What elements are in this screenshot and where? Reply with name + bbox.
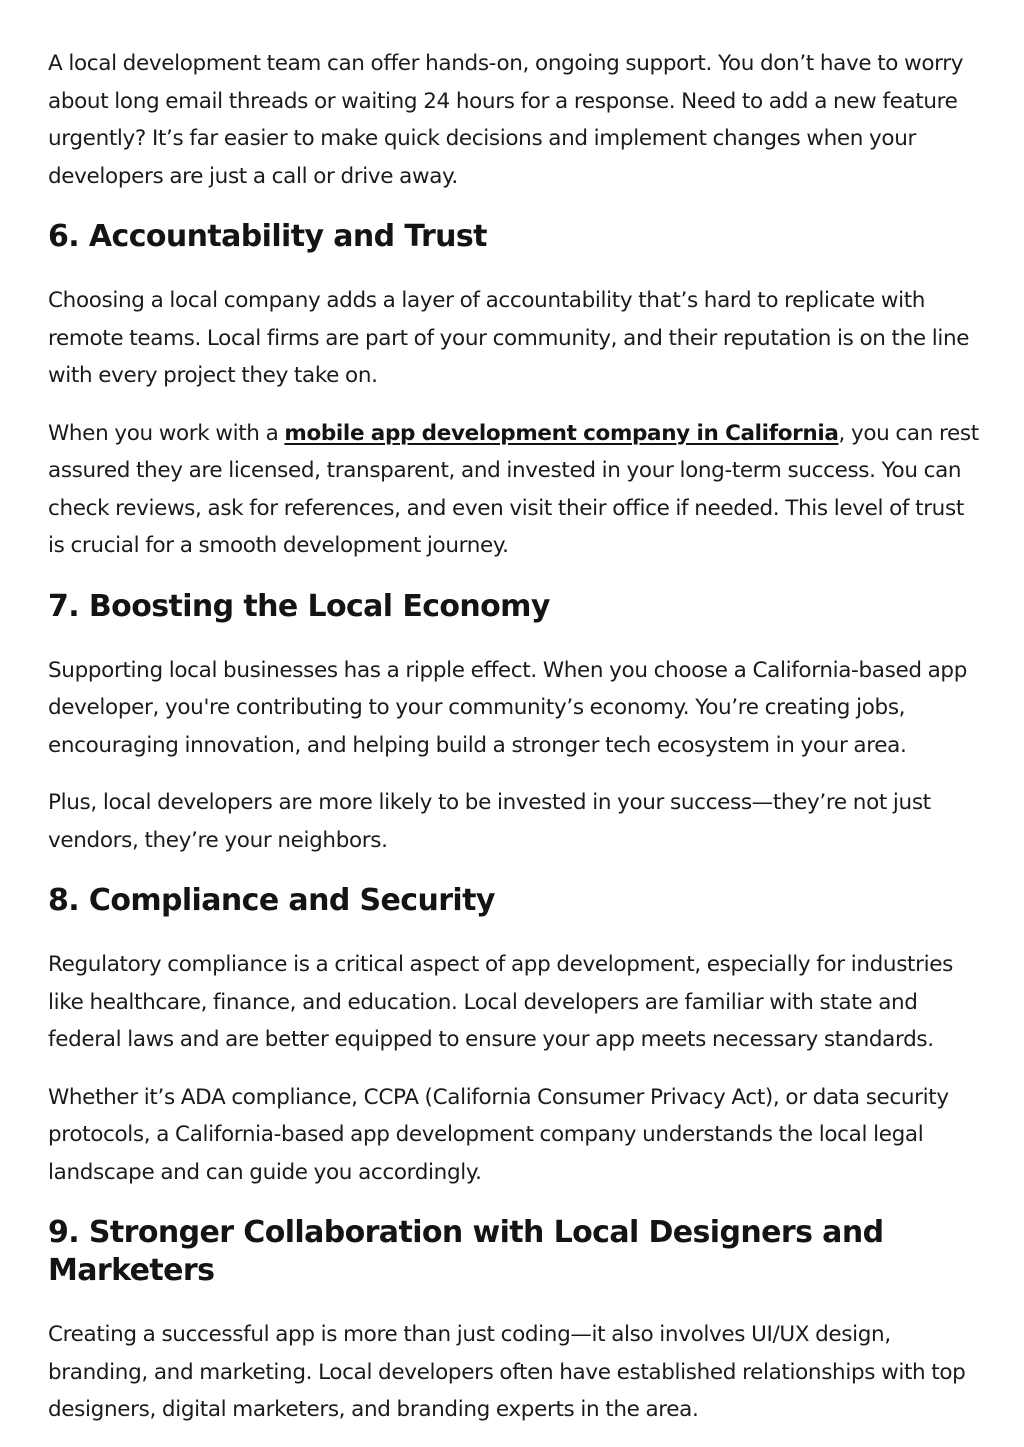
section-heading-local-economy: 7. Boosting the Local Economy [48, 588, 550, 624]
compliance-paragraph-2: Whether it’s ADA compliance, CCPA (California Consumer Privacy Act), or data security protocols, a California-based app development company understands the local legal landscape and can guide you accordingly. [48, 1084, 949, 1185]
intro-paragraph: A local development team can offer hands-on, ongoing support. You don’t have to worry about long email threads or waiting 24 hours for a response. Need to add a new feature urgently? It’s far easier to make quick decisions and implement changes when your developers are just a call or drive away. [48, 51, 964, 189]
section-heading-accountability: 6. Accountability and Trust [48, 219, 487, 254]
link-trailing-text: , you can rest assured they are licensed, transparent, and invested in your long-term success. You can check reviews, ask for references, and even visit their office if needed. This level of trust is crucial for a smooth development journey. [48, 420, 979, 558]
accountability-paragraph-1: Choosing a local company adds a layer of accountability that’s hard to replicate with remote teams. Local firms are part of your community, and their reputation is on the line with every project they take on. [48, 288, 970, 388]
accountability-paragraph-2 [48, 415, 980, 565]
section-heading-compliance: 8. Compliance and Security [48, 883, 495, 918]
economy-paragraph-2: Plus, local developers are more likely to be invested in your success—they’re not just vendors, they’re your neighbors. [48, 790, 931, 853]
collaboration-paragraph-1: Creating a successful app is more than just coding—it also involves UI/UX design, branding, and marketing. Local developers often have established relationships with top designers, digital marketers, and branding experts in the area. [48, 1322, 966, 1422]
mobile-app-company-link[interactable]: mobile app development company in California [284, 420, 839, 446]
economy-paragraph-1: Supporting local businesses has a ripple effect. When you choose a California-based app developer, you're contributing to your community’s economy. You’re creating jobs, encouraging innovation, and helping build a stronger tech ecosystem in your area. [48, 657, 968, 758]
compliance-paragraph-1: Regulatory compliance is a critical aspect of app development, especially for industries like healthcare, finance, and education. Local developers are familiar with state and federal laws and are better equipped to ensure your app meets necessary standards. [48, 952, 953, 1052]
section-heading-collaboration: 9. Stronger Collaboration with Local Designers and Marketers [48, 1215, 884, 1288]
link-lead-text: When you work with a [48, 420, 285, 446]
